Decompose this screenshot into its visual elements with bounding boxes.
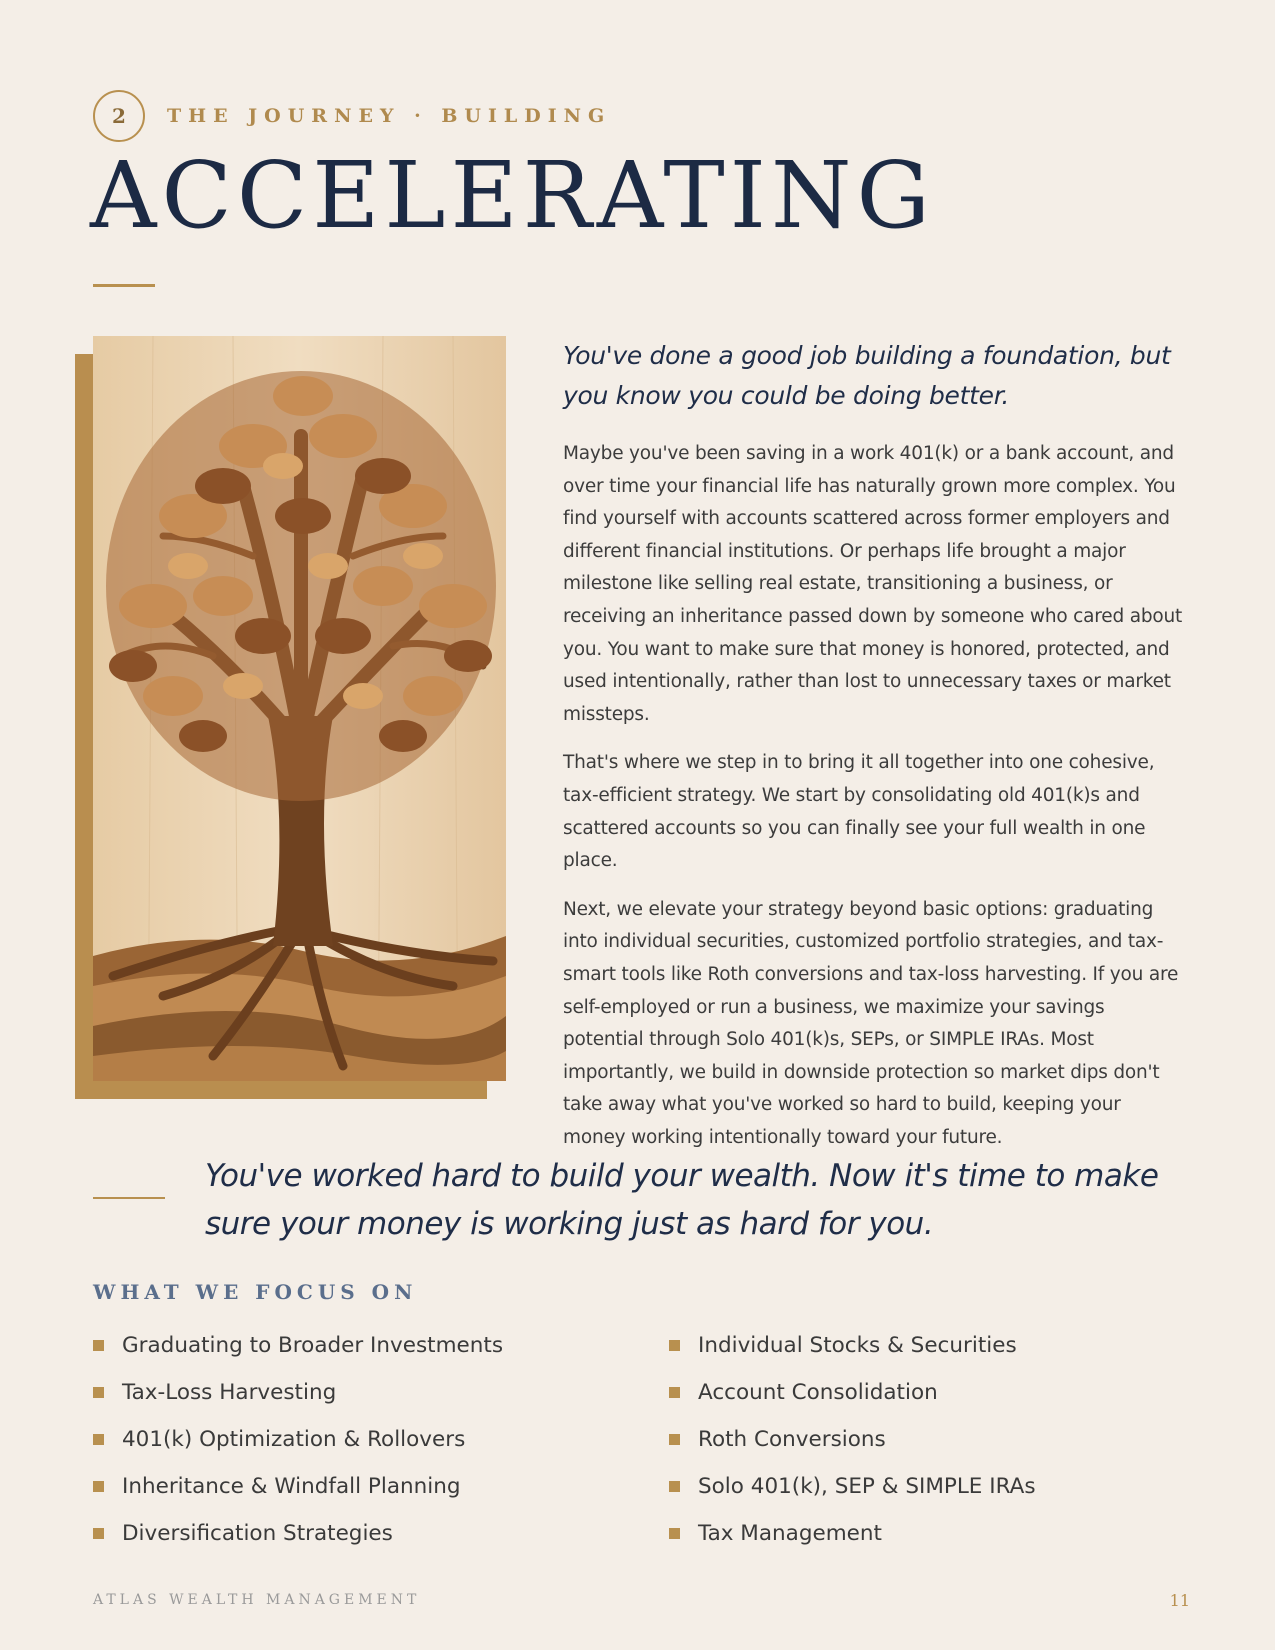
focus-list-right bbox=[669, 1322, 1036, 1557]
list-item bbox=[93, 1369, 503, 1416]
list-item-label: Graduating to Broader Investments bbox=[122, 1333, 504, 1358]
square-bullet-icon bbox=[93, 1340, 104, 1351]
square-bullet-icon bbox=[93, 1434, 104, 1445]
page-title: ACCELERATING bbox=[90, 142, 936, 249]
focus-heading: WHAT WE FOCUS ON bbox=[93, 1280, 418, 1304]
square-bullet-icon bbox=[669, 1481, 680, 1492]
lead-statement: You've done a good job building a foundation, but you know you could be doing better. bbox=[563, 341, 1171, 410]
square-bullet-icon bbox=[93, 1528, 104, 1539]
list-item bbox=[669, 1369, 1036, 1416]
list-item-label: 401(k) Optimization & Rollovers bbox=[122, 1427, 466, 1452]
body-paragraph: Next, we elevate your strategy beyond basic options: graduating into individual securities, customized portfolio strategies, and tax-smart tools like Roth conversions and tax-loss harvesting. If you are self-employed or run a business, we maximize your savings potential through Solo 401(k)s, SEPs, or SIMPLE IRAs. Most importantly, we build in downside protection so market dips don't take away what you've worked so hard to build, keeping your money working intentionally toward your future. bbox=[563, 898, 1179, 1148]
list-item bbox=[93, 1510, 503, 1557]
list-item bbox=[93, 1463, 503, 1510]
tree-illustration bbox=[93, 336, 506, 1081]
square-bullet-icon bbox=[669, 1340, 680, 1351]
focus-list-left bbox=[93, 1322, 503, 1557]
footer-brand: ATLAS WEALTH MANAGEMENT bbox=[93, 1592, 421, 1608]
page-number: 11 bbox=[1169, 1591, 1190, 1610]
list-item bbox=[669, 1416, 1036, 1463]
quote-divider bbox=[93, 1197, 165, 1199]
carved-tree-icon bbox=[93, 336, 506, 1081]
list-item-label: Inheritance & Windfall Planning bbox=[122, 1474, 461, 1499]
chapter-number-badge: 2 bbox=[93, 90, 145, 142]
square-bullet-icon bbox=[669, 1387, 680, 1398]
list-item-label: Account Consolidation bbox=[698, 1380, 938, 1405]
list-item-label: Roth Conversions bbox=[698, 1427, 886, 1452]
square-bullet-icon bbox=[93, 1387, 104, 1398]
list-item bbox=[669, 1322, 1036, 1369]
square-bullet-icon bbox=[93, 1481, 104, 1492]
list-item bbox=[669, 1463, 1036, 1510]
body-column bbox=[563, 336, 1188, 1170]
list-item bbox=[669, 1510, 1036, 1557]
list-item-label: Tax Management bbox=[698, 1521, 882, 1546]
square-bullet-icon bbox=[669, 1434, 680, 1445]
square-bullet-icon bbox=[669, 1528, 680, 1539]
list-item-label: Solo 401(k), SEP & SIMPLE IRAs bbox=[698, 1474, 1036, 1499]
list-item-label: Tax-Loss Harvesting bbox=[122, 1380, 337, 1405]
chapter-header bbox=[93, 90, 611, 142]
list-item-label: Individual Stocks & Securities bbox=[698, 1333, 1017, 1358]
title-divider bbox=[93, 284, 155, 287]
list-item-label: Diversification Strategies bbox=[122, 1521, 393, 1546]
chapter-label: THE JOURNEY · BUILDING bbox=[167, 105, 612, 127]
list-item bbox=[93, 1322, 503, 1369]
pull-quote: You've worked hard to build your wealth. Now it's time to make sure your money is working just as hard for you. bbox=[205, 1158, 1159, 1242]
list-item bbox=[93, 1416, 503, 1463]
body-paragraph: Maybe you've been saving in a work 401(k) or a bank account, and over time your financial life has naturally grown more complex. You find yourself with accounts scattered across former employers and different financial institutions. Or perhaps life brought a major milestone like selling real estate, transitioning a business, or receiving an inheritance passed down by someone who cared about you. You want to make sure that money is honored, protected, and used intentionally, rather than lost to unnecessary taxes or market missteps. bbox=[563, 443, 1183, 725]
body-paragraph: That's where we step in to bring it all together into one cohesive, tax-efficient strategy. We start by consolidating old 401(k)s and scattered accounts so you can finally see your full wealth in one place. bbox=[563, 752, 1155, 872]
